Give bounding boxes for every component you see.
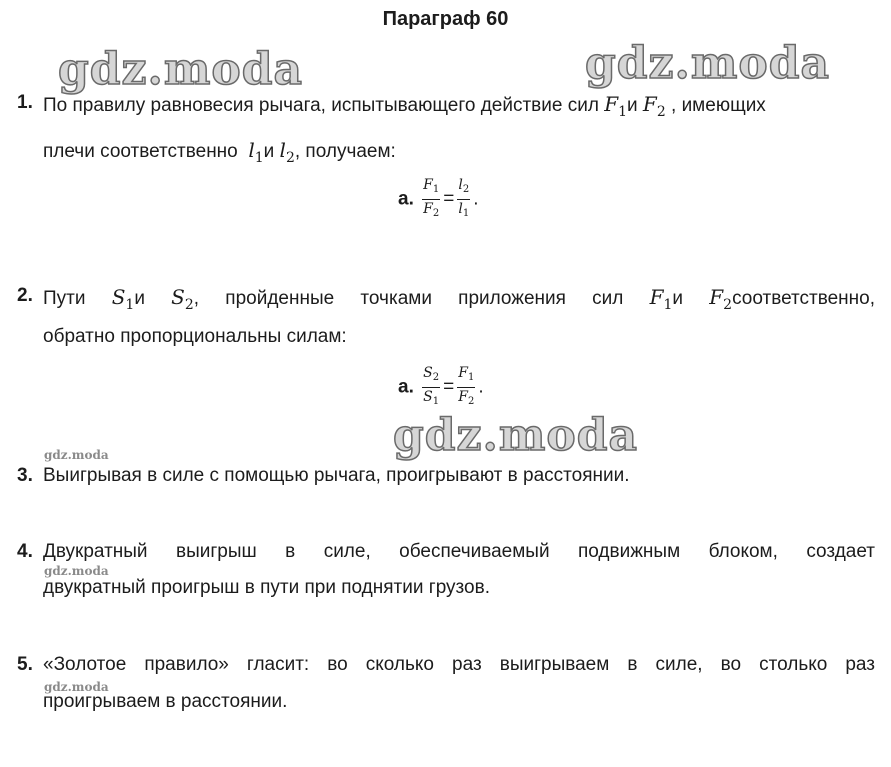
- item-text-line: обратно пропорциональны силам:: [43, 326, 347, 347]
- math-var: $l_1$: [248, 138, 264, 166]
- watermark-logo: gdz.moda: [58, 44, 304, 95]
- math-var: $F_2$: [642, 92, 666, 120]
- fraction-left: $\frac{F_1}{F_2}$: [423, 177, 440, 219]
- item-number: 5.: [17, 654, 33, 675]
- watermark-logo: gdz.moda: [585, 38, 831, 89]
- item-number: 2.: [17, 285, 33, 306]
- math-var: $F_1$: [604, 92, 628, 120]
- item-text-line: Выигрывая в силе с помощью рычага, проигрывают в расстоянии.: [43, 465, 630, 486]
- item-text-line: [43, 92, 766, 120]
- text: и: [627, 95, 638, 116]
- watermark-small: gdz.moda: [44, 448, 109, 462]
- text: , имеющих: [671, 95, 766, 116]
- formula: а. $\frac{S_2}{S_1}$ = $\frac{F_1}{F_2}$ .: [398, 364, 484, 411]
- item-text-line: [43, 138, 396, 166]
- page-title: Параграф 60: [382, 8, 509, 30]
- watermark-logo: gdz.moda: [393, 410, 639, 461]
- formula: а. $\frac{F_1}{F_2}$ = $\frac{l_2}{l_1}$ .: [398, 176, 478, 223]
- equals-sign: =: [443, 376, 455, 398]
- text: и: [263, 141, 275, 162]
- formula-label: а.: [398, 376, 414, 398]
- item-text-line: «Золотое правило» гласит: во сколько раз выигрываем в силе, во столько раз: [43, 654, 875, 675]
- item-text-line: Двукратный выигрыш в силе, обеспечиваемый подвижным блоком, создает: [43, 541, 875, 562]
- formula-label: а.: [398, 188, 414, 210]
- item-number: 4.: [17, 541, 33, 562]
- text: По правилу равновесия рычага, испытывающего действие сил: [43, 95, 599, 116]
- fraction-right: $\frac{F_1}{F_2}$: [458, 365, 475, 407]
- watermark-small: gdz.moda: [44, 680, 109, 694]
- item-text-line: двукратный проигрыш в пути при поднятии грузов.: [43, 577, 490, 598]
- item-number: 3.: [17, 465, 33, 486]
- watermark-small: gdz.moda: [44, 564, 109, 578]
- equals-sign: =: [443, 188, 455, 210]
- item-number: 1.: [17, 92, 33, 113]
- fraction-right: $\frac{l_2}{l_1}$: [458, 177, 470, 219]
- item-text-line: Пути $S_1и$ $S_2$, пройденные точками приложения сил $F_1и$ $F_2соответственно$,: [43, 285, 875, 313]
- math-var: $l_2$: [279, 138, 295, 166]
- item-text-line: проигрываем в расстоянии.: [43, 691, 288, 712]
- text: , получаем:: [294, 141, 396, 162]
- fraction-left: $\frac{S_2}{S_1}$: [423, 365, 440, 407]
- text: плечи соответственно: [43, 141, 238, 162]
